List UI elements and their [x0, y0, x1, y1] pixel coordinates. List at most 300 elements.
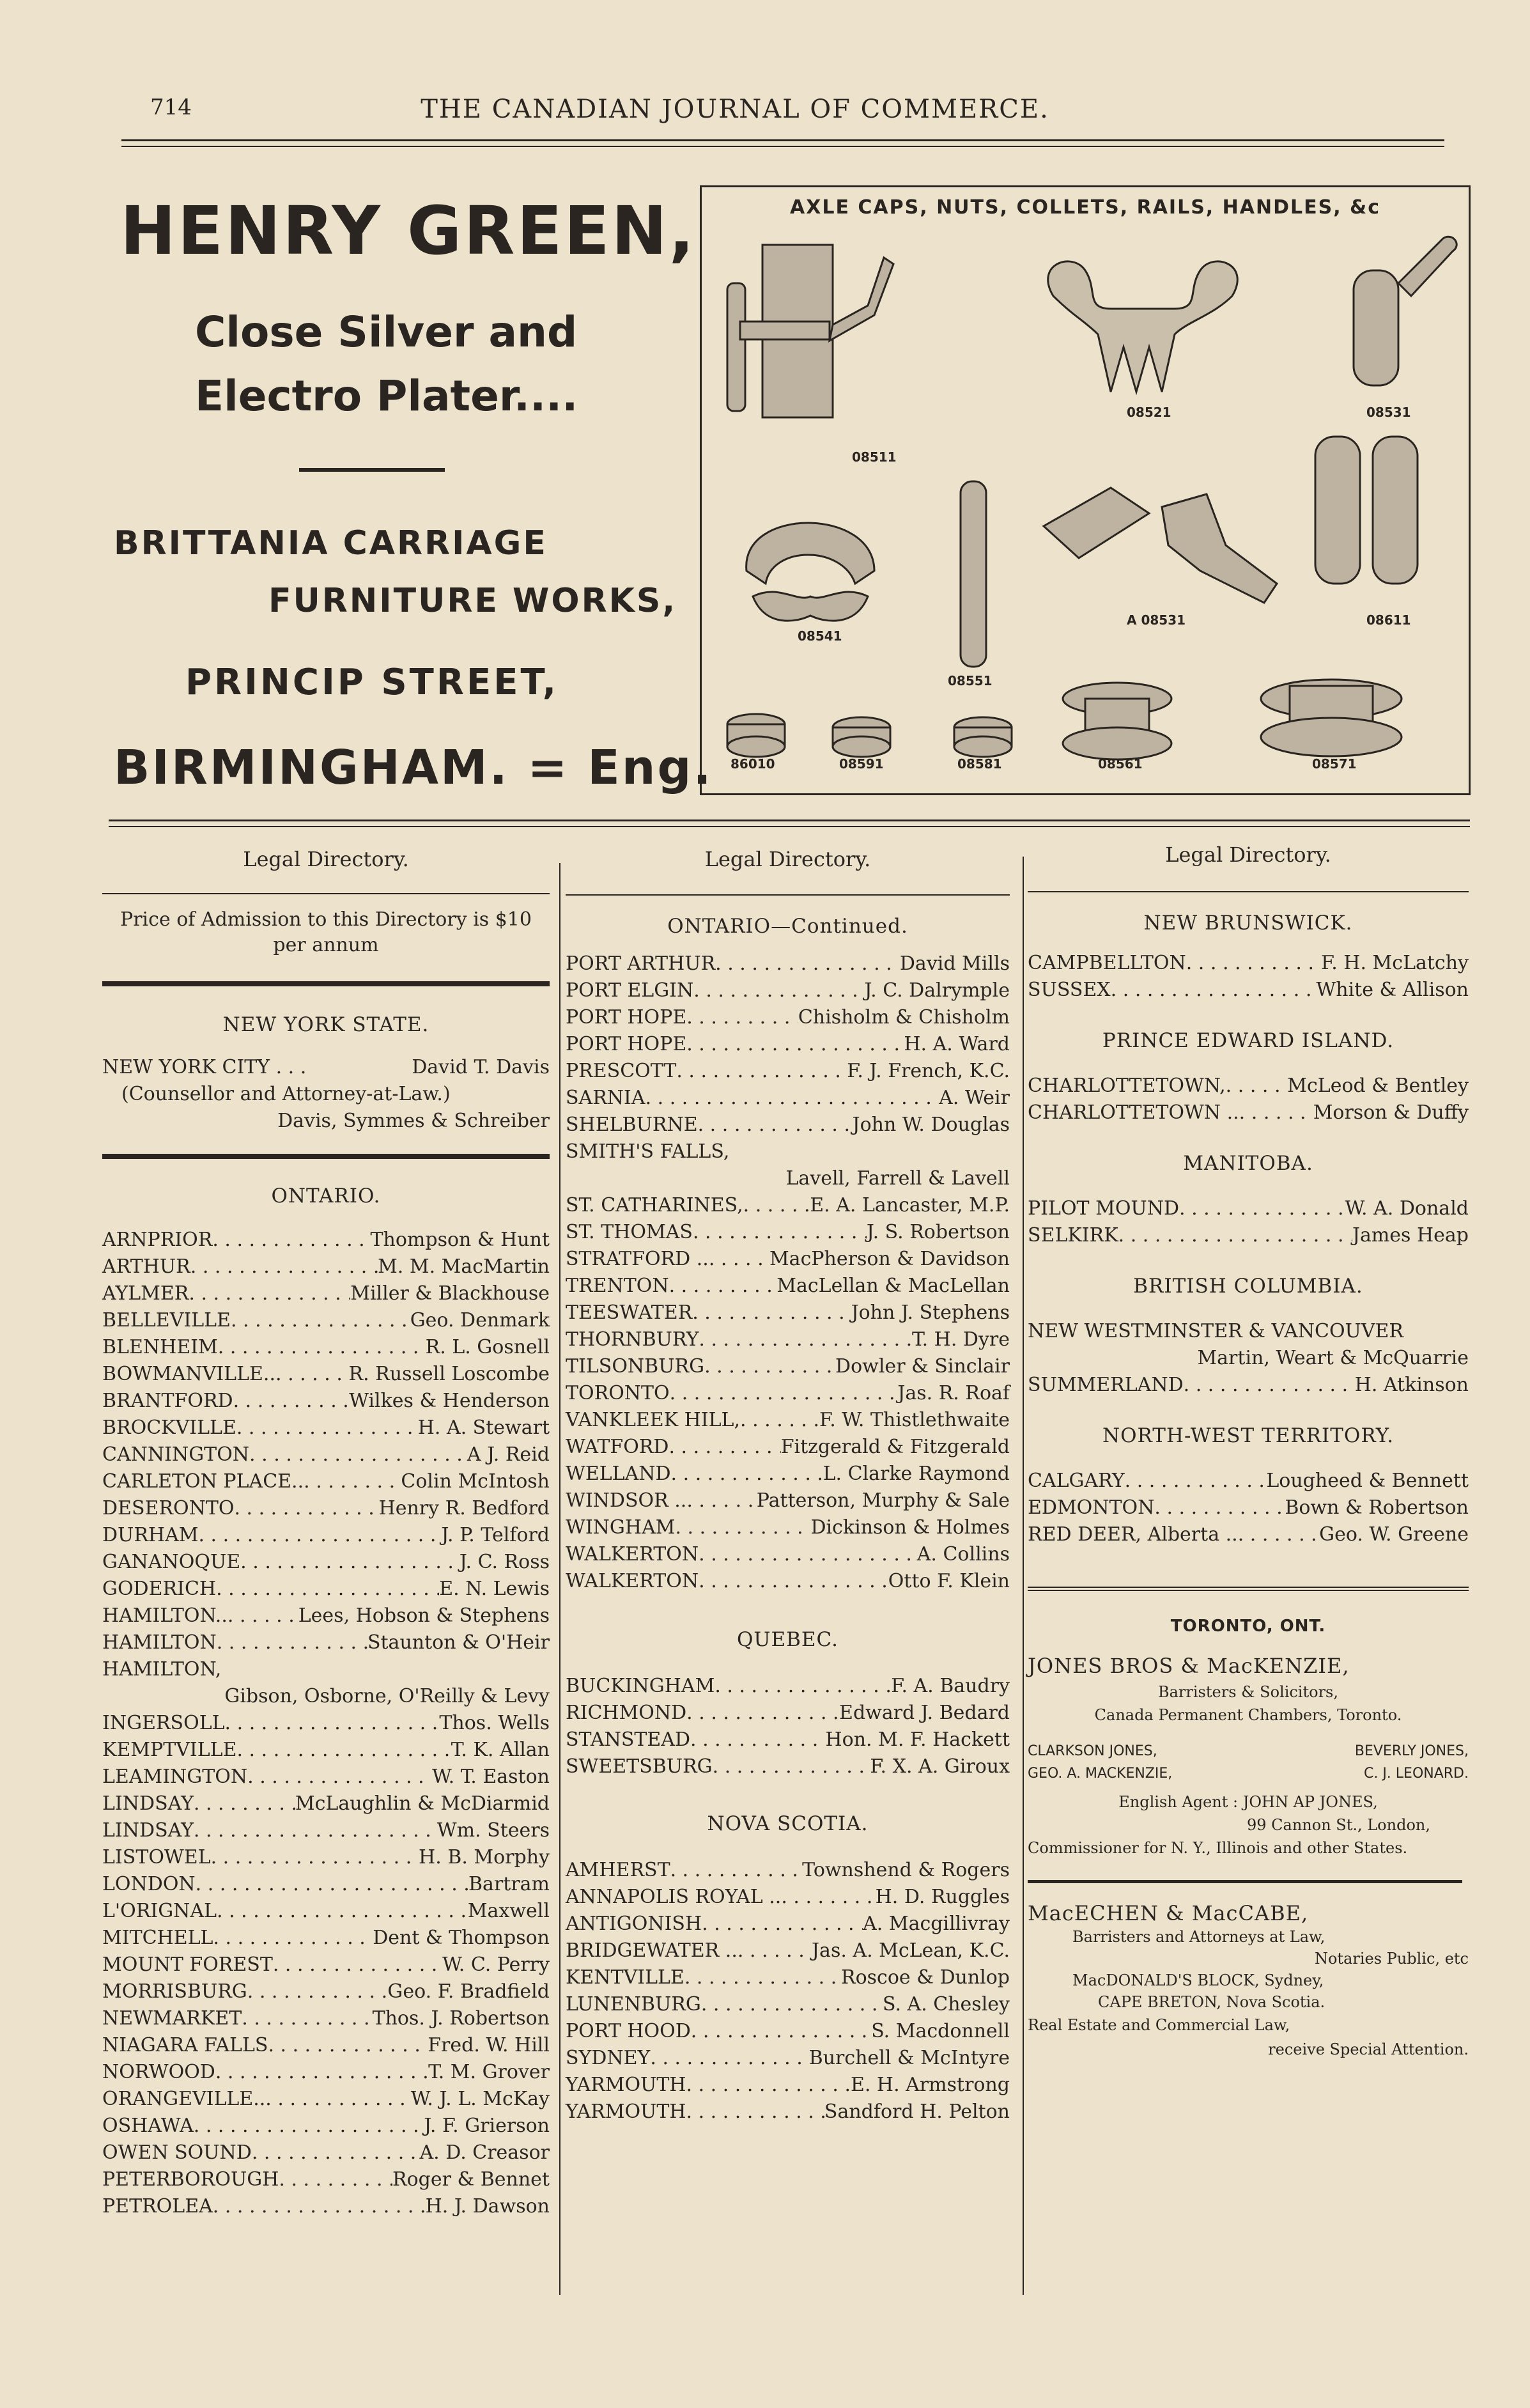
- partner-name: CLARKSON JONES,: [1028, 1743, 1157, 1759]
- entry-lawyer: H. Atkinson: [1354, 1374, 1469, 1396]
- leader-dots: [265, 2086, 411, 2113]
- advert-name: HENRY GREEN,: [120, 192, 697, 270]
- leader-dots: [692, 1300, 851, 1326]
- directory-entry: [566, 1407, 1010, 1434]
- macechen-attention: receive Special Attention.: [1268, 2040, 1469, 2058]
- part-code: 08541: [798, 628, 842, 644]
- entry-lawyer: F. A. Baudry: [891, 1675, 1010, 1697]
- directory-entry: [566, 1300, 1010, 1326]
- entry-lawyer: Geo. F. Bradfield: [387, 1980, 550, 2003]
- entry-lawyer: A J. Reid: [467, 1443, 550, 1466]
- directory-entry: [102, 1054, 550, 1081]
- leader-dots: [699, 1326, 912, 1353]
- column-separator: [1023, 857, 1024, 2295]
- entry-city: CALGARY: [1028, 1470, 1125, 1492]
- entry-lawyer: Sandford H. Pelton: [824, 2101, 1010, 2123]
- entry-city: CHARLOTTETOWN ..: [1028, 1101, 1239, 1124]
- entry-lawyer: Lavell, Farrell & Lavell: [785, 1167, 1010, 1190]
- leader-dots: [1179, 1195, 1345, 1222]
- entry-lawyer: M. M. MacMartin: [378, 1255, 550, 1278]
- leader-dots: [279, 2166, 392, 2193]
- entry-lawyer: Hon. M. F. Hackett: [825, 1728, 1010, 1751]
- leader-dots: [233, 1388, 349, 1415]
- entry-city: CANNINGTON: [102, 1443, 250, 1466]
- entry-city: INGERSOLL: [102, 1712, 225, 1734]
- directory-entry: [566, 951, 1010, 977]
- entry-lawyer: W. C. Perry: [442, 1954, 550, 1976]
- column-1: [102, 847, 550, 2220]
- entry-city: KEMPTVILLE: [102, 1739, 237, 1761]
- directory-entry: [102, 1871, 550, 1898]
- leader-dots: [236, 1415, 418, 1441]
- bc-entries: [1028, 1372, 1469, 1399]
- leader-dots: [247, 1764, 432, 1790]
- entry-city: SUMMERLAND: [1028, 1374, 1184, 1396]
- entry-note: (Counsellor and Attorney-at-Law.): [121, 1083, 451, 1105]
- entry-lawyer: A. Weir: [939, 1087, 1010, 1109]
- entry-city: L'ORIGNAL: [102, 1900, 217, 1922]
- entry-lawyer: J. S. Robertson: [866, 1221, 1010, 1243]
- leader-dots: [242, 2005, 372, 2032]
- advert-rule-bottom: [109, 826, 1470, 827]
- entry-city: NIAGARA FALLS: [102, 2034, 268, 2056]
- entry-lawyer: W. T. Easton: [432, 1766, 550, 1788]
- entry-lawyer: Staunton & O'Heir: [367, 1631, 550, 1654]
- leader-dots: [212, 1227, 370, 1254]
- section-heading-nova-scotia: NOVA SCOTIA.: [707, 1812, 869, 1835]
- leader-dots: [228, 1603, 298, 1629]
- entry-lawyer: Otto F. Klein: [888, 1570, 1010, 1592]
- divider-thick: [1028, 1880, 1462, 1883]
- directory-entry: [1028, 950, 1469, 977]
- header-rule-bottom: [121, 146, 1444, 147]
- macechen-firm-name: MacECHEN & MacCABE,: [1028, 1901, 1309, 1925]
- advert-divider: [299, 468, 445, 472]
- directory-entry: [102, 1280, 550, 1307]
- entry-city: ARNPRIOR: [102, 1229, 213, 1251]
- entry-city: MITCHELL: [102, 1927, 213, 1949]
- entry-city: MOUNT FOREST: [102, 1954, 273, 1976]
- leader-dots: [715, 951, 900, 977]
- directory-entry: [102, 1764, 550, 1790]
- leader-dots: [1186, 950, 1321, 977]
- advert-street: PRINCIP STREET,: [185, 662, 559, 703]
- leader-dots: [240, 1549, 460, 1576]
- entry-city: RED DEER, Alberta ..: [1028, 1523, 1238, 1546]
- part-code: 86010: [730, 756, 775, 772]
- section-heading-manitoba: MANITOBA.: [1183, 1152, 1313, 1175]
- directory-entry: [566, 1461, 1010, 1488]
- entry-lawyer: T. K. Allan: [451, 1739, 550, 1761]
- leader-dots: [217, 1898, 468, 1925]
- leader-dots: [701, 1991, 883, 2018]
- leader-dots: [236, 1737, 451, 1764]
- directory-entry: [102, 2059, 550, 2086]
- entry-city: CHARLOTTETOWN,: [1028, 1075, 1226, 1097]
- directory-entry: [566, 1138, 1010, 1165]
- entry-lawyer: John W. Douglas: [852, 1114, 1010, 1136]
- directory-entry: [102, 1710, 550, 1737]
- directory-entry: [566, 1700, 1010, 1727]
- entry-city: TILSONBURG: [566, 1355, 705, 1378]
- directory-entry: [566, 1380, 1010, 1407]
- column-3: [1028, 843, 1469, 2058]
- entry-lawyer: J. F. Grierson: [424, 2115, 550, 2137]
- macechen-role: Barristers and Attorneys at Law,: [1072, 1928, 1325, 1946]
- entry-city: SYDNEY: [566, 2047, 651, 2069]
- directory-entry: [566, 1488, 1010, 1514]
- directory-entry: [566, 1991, 1010, 2018]
- directory-entry: [566, 1568, 1010, 1595]
- divider: [1028, 1587, 1469, 1588]
- leader-dots: [686, 1488, 756, 1514]
- entry-city: NEW YORK CITY . . .: [102, 1056, 307, 1078]
- leader-dots: [690, 1727, 825, 1753]
- leader-dots: [247, 1978, 388, 2005]
- leader-dots: [273, 1952, 442, 1978]
- entry-city: KENTVILLE: [566, 1966, 684, 1989]
- leader-dots: [743, 1192, 810, 1219]
- directory-entry: [102, 1415, 550, 1441]
- leader-dots: [304, 1468, 401, 1495]
- entry-lawyer: Dowler & Sinclair: [835, 1355, 1010, 1378]
- directory-entry: [102, 1925, 550, 1952]
- pei-entries: [1028, 1073, 1469, 1126]
- entry-city: PETERBOROUGH: [102, 2168, 279, 2191]
- entry-lawyer: E. H. Armstrong: [850, 2074, 1010, 2096]
- directory-entry: [102, 1603, 550, 1629]
- directory-entry: [102, 1495, 550, 1522]
- leader-dots: [684, 1964, 841, 1991]
- entry-lawyer: R. L. Gosnell: [425, 1336, 550, 1358]
- entry-lawyer: Chisholm & Chisholm: [798, 1006, 1010, 1029]
- directory-entry: [102, 2005, 550, 2032]
- leader-dots: [740, 1407, 819, 1434]
- part-code: 08611: [1366, 612, 1411, 628]
- directory-entry: [102, 1549, 550, 1576]
- directory-entry: [102, 2086, 550, 2113]
- entry-city: AYLMER: [102, 1282, 189, 1305]
- jones-partners-row-2: [1028, 1766, 1469, 1782]
- entry-lawyer: A. Macgillivray: [863, 1913, 1010, 1935]
- entry-lawyer: James Heap: [1352, 1224, 1469, 1247]
- directory-entry: [566, 2018, 1010, 2045]
- entry-lawyer: McLeod & Bentley: [1287, 1075, 1469, 1097]
- directory-entry: [566, 1964, 1010, 1991]
- directory-entry: [566, 1911, 1010, 1938]
- leader-dots: [231, 1307, 410, 1334]
- entry-lawyer: A. D. Creasor: [419, 2141, 550, 2164]
- entry-lawyer: White & Allison: [1316, 979, 1469, 1001]
- advert-trade-line-1: Close Silver and: [195, 307, 578, 357]
- ontario-continued-entries: [566, 951, 1010, 1595]
- directory-entry: [566, 1753, 1010, 1780]
- partner-name: C. J. LEONARD.: [1363, 1766, 1469, 1782]
- entry-lawyer: Edward J. Bedard: [839, 1702, 1010, 1724]
- divider: [1028, 891, 1469, 892]
- entry-lawyer: Colin McIntosh: [401, 1470, 550, 1493]
- directory-entry: [566, 1273, 1010, 1300]
- directory-entry: [566, 1192, 1010, 1219]
- directory-entry: [102, 1227, 550, 1254]
- entry-lawyer: F. H. McLatchy: [1321, 952, 1469, 974]
- jones-agent-address: 99 Cannon St., London,: [1246, 1816, 1430, 1834]
- entry-lawyer: H. A. Ward: [904, 1033, 1010, 1055]
- directory-entry: [102, 1522, 550, 1549]
- legal-directory-heading: Legal Directory.: [1165, 843, 1331, 867]
- entry-lawyer: E. A. Lancaster, M.P.: [810, 1194, 1010, 1216]
- entry-city: PORT HOPE: [566, 1006, 687, 1029]
- directory-entry: [566, 1938, 1010, 1964]
- legal-directory-heading: Legal Directory.: [704, 847, 871, 871]
- divider: [566, 894, 1010, 896]
- leader-dots: [225, 1710, 440, 1737]
- leader-dots: [668, 1434, 780, 1461]
- jones-partners-row-1: [1028, 1743, 1469, 1759]
- entry-city: DURHAM: [102, 1524, 199, 1546]
- directory-entry: [102, 2140, 550, 2166]
- north-west-entries: [1028, 1468, 1469, 1548]
- nova-scotia-entries: [566, 1857, 1010, 2125]
- entry-lawyer: J. P. Telford: [441, 1524, 550, 1546]
- leader-dots: [693, 1219, 867, 1246]
- macechen-place: CAPE BRETON, Nova Scotia.: [1098, 1993, 1325, 2011]
- leader-dots: [215, 2059, 428, 2086]
- entry-lawyer: H. A. Stewart: [417, 1417, 550, 1439]
- leader-dots: [194, 2113, 424, 2140]
- toronto-heading: TORONTO, ONT.: [1170, 1617, 1326, 1636]
- leader-dots: [1154, 1495, 1285, 1521]
- catalog-illustration: [700, 185, 1471, 795]
- entry-lawyer: H. J. Dawson: [425, 2195, 550, 2218]
- leader-dots: [189, 1280, 350, 1307]
- advert-trade: [195, 300, 642, 428]
- entry-city: TEESWATER: [566, 1301, 693, 1324]
- directory-entry: [102, 1629, 550, 1656]
- bc-new-westminster-firm: Martin, Weart & McQuarrie: [1197, 1347, 1469, 1369]
- directory-entry: [102, 1254, 550, 1280]
- entry-city: OWEN SOUND: [102, 2141, 252, 2164]
- entry-lawyer: L. Clarke Raymond: [823, 1463, 1010, 1485]
- leader-dots: [686, 2099, 824, 2125]
- part-code: 08531: [1366, 405, 1411, 420]
- directory-entry: [566, 2045, 1010, 2072]
- entry-city: HAMILTON: [102, 1631, 217, 1654]
- entry-lawyer: Roger & Bennet: [392, 2168, 550, 2191]
- entry-lawyer: MacPherson & Davidson: [769, 1248, 1010, 1270]
- entry-city: PETROLEA: [102, 2195, 213, 2218]
- directory-entry: [566, 1541, 1010, 1568]
- entry-city: LISTOWEL: [102, 1846, 211, 1868]
- entry-lawyer: Thos. J. Robertson: [372, 2007, 550, 2030]
- directory-entry: [102, 2032, 550, 2059]
- entry-lawyer: J. C. Dalrymple: [864, 979, 1010, 1002]
- divider: [102, 893, 550, 894]
- ontario-entries: [102, 1227, 550, 2220]
- entry-city: ORANGEVILLE..: [102, 2088, 266, 2110]
- entry-lawyer: Thos. Wells: [439, 1712, 550, 1734]
- leader-dots: [1238, 1521, 1319, 1548]
- entry-city: WINGHAM: [566, 1516, 676, 1539]
- directory-entry: [102, 2166, 550, 2193]
- directory-entry: [102, 1844, 550, 1871]
- leader-dots: [691, 2018, 871, 2045]
- directory-entry: [566, 2099, 1010, 2125]
- advert-rule-top: [109, 819, 1470, 821]
- entry-lawyer: T. M. Grover: [428, 2061, 550, 2083]
- directory-entry: [566, 2072, 1010, 2099]
- part-code: A 08531: [1127, 612, 1186, 628]
- entry-city: SELKIRK: [1028, 1224, 1118, 1247]
- directory-entry: [1028, 1468, 1469, 1495]
- leader-dots: [676, 1058, 847, 1085]
- entry-firm: Davis, Symmes & Schreiber: [277, 1110, 550, 1132]
- entry-city: BUCKINGHAM: [566, 1675, 715, 1697]
- entry-lawyer: Wm. Steers: [437, 1819, 550, 1842]
- entry-city: MORRISBURG: [102, 1980, 247, 2003]
- entry-lawyer: E. N. Lewis: [439, 1578, 550, 1600]
- directory-entry: [566, 1857, 1010, 1884]
- directory-entry: [1028, 977, 1469, 1004]
- entry-lawyer: Lougheed & Bennett: [1266, 1470, 1469, 1492]
- entry-lawyer: McLaughlin & McDiarmid: [295, 1792, 550, 1815]
- legal-directory-heading: Legal Directory.: [243, 847, 409, 871]
- entry-city: WALKERTON: [566, 1543, 699, 1565]
- leader-dots: [190, 1254, 378, 1280]
- leader-dots: [218, 1334, 426, 1361]
- directory-entry: [102, 1388, 550, 1415]
- entry-city: LUNENBURG: [566, 1993, 701, 2016]
- directory-entry: [566, 1514, 1010, 1541]
- section-heading-north-west: NORTH-WEST TERRITORY.: [1102, 1424, 1395, 1447]
- entry-city: BRANTFORD: [102, 1390, 233, 1412]
- leader-dots: [713, 1753, 870, 1780]
- entry-lawyer: Jas. A. McLean, K.C.: [812, 1939, 1010, 1962]
- leader-dots: [669, 1273, 777, 1300]
- entry-city: PORT ARTHUR: [566, 952, 716, 975]
- directory-entry: [566, 1353, 1010, 1380]
- entry-city: AMHERST: [566, 1859, 670, 1881]
- leader-dots: [249, 1441, 467, 1468]
- entry-city: BELLEVILLE: [102, 1309, 231, 1332]
- directory-entry: [102, 1978, 550, 2005]
- entry-city: LONDON: [102, 1873, 196, 1895]
- leader-dots: [1226, 1073, 1288, 1099]
- entry-lawyer: J. C. Ross: [459, 1551, 550, 1573]
- directory-entry: [102, 1817, 550, 1844]
- directory-entry: [102, 1737, 550, 1764]
- directory-entry: [102, 1576, 550, 1603]
- entry-city: BOWMANVILLE..: [102, 1363, 275, 1385]
- leader-dots: [686, 1031, 904, 1058]
- entry-city: ANTIGONISH: [566, 1913, 702, 1935]
- leader-dots: [1125, 1468, 1267, 1495]
- leader-dots: [216, 1576, 439, 1603]
- entry-city: LEAMINGTON: [102, 1766, 248, 1788]
- entry-city: YARMOUTH: [566, 2074, 686, 2096]
- directory-entry: [1028, 1521, 1469, 1548]
- advert-trade-line-2: Electro Plater....: [195, 371, 578, 421]
- entry-city: NORWOOD: [102, 2061, 215, 2083]
- entry-lawyer: S. A. Chesley: [882, 1993, 1010, 2016]
- entry-lawyer: F. J. French, K.C.: [847, 1060, 1010, 1082]
- entry-city: SHELBURNE: [566, 1114, 698, 1136]
- directory-entry: [1028, 1073, 1469, 1099]
- entry-lawyer: Miller & Blackhouse: [350, 1282, 550, 1305]
- entry-city: PORT ELGIN: [566, 979, 694, 1002]
- entry-lawyer: Jas. R. Roaf: [897, 1382, 1010, 1404]
- entry-lawyer: Gibson, Osborne, O'Reilly & Levy: [224, 1685, 550, 1707]
- entry-lawyer: A. Collins: [916, 1543, 1010, 1565]
- entry-city: PORT HOOD: [566, 2020, 691, 2042]
- part-code: 08591: [839, 756, 884, 772]
- column-separator: [559, 863, 560, 2295]
- entry-city: BROCKVILLE: [102, 1417, 236, 1439]
- macechen-law: Real Estate and Commercial Law,: [1028, 2016, 1290, 2034]
- entry-city: PORT HOPE: [566, 1033, 687, 1055]
- entry-lawyer: F. W. Thistlethwaite: [819, 1409, 1010, 1431]
- directory-entry: [566, 1727, 1010, 1753]
- entry-city: LINDSAY: [102, 1819, 194, 1842]
- leader-dots: [645, 1085, 939, 1112]
- leader-dots: [1118, 1222, 1352, 1249]
- entry-city: CARLETON PLACE..: [102, 1470, 304, 1493]
- entry-lawyer: Geo. Denmark: [410, 1309, 550, 1332]
- leader-dots: [699, 1541, 917, 1568]
- entry-city: HAMILTON..: [102, 1604, 228, 1627]
- entry-city: ST. THOMAS: [566, 1221, 693, 1243]
- directory-entry: [1028, 1222, 1469, 1249]
- entry-city: RICHMOND: [566, 1702, 687, 1724]
- entry-city: GANANOQUE: [102, 1551, 241, 1573]
- entry-city: OSHAWA: [102, 2115, 194, 2137]
- leader-dots: [213, 2193, 426, 2220]
- entry-city: VANKLEEK HILL,: [566, 1409, 741, 1431]
- entry-city: NEWMARKET: [102, 2007, 242, 2030]
- directory-entry: [102, 1468, 550, 1495]
- leader-dots: [675, 1514, 810, 1541]
- jones-address: Canada Permanent Chambers, Toronto.: [1094, 1706, 1402, 1724]
- directory-entry: [566, 1112, 1010, 1138]
- entry-city: SWEETSBURG: [566, 1755, 713, 1778]
- leader-dots: [670, 1380, 898, 1407]
- leader-dots: [198, 1522, 441, 1549]
- directory-entry: [566, 1434, 1010, 1461]
- leader-dots: [671, 1461, 823, 1488]
- price-note: Price of Admission to this Directory is $10 per annum: [120, 908, 532, 956]
- entry-city: YARMOUTH: [566, 2101, 686, 2123]
- directory-entry: [566, 1058, 1010, 1085]
- entry-lawyer: Maxwell: [467, 1900, 550, 1922]
- leader-dots: [1184, 1372, 1355, 1399]
- leader-dots: [715, 1673, 891, 1700]
- entry-lawyer: John J. Stephens: [851, 1301, 1010, 1324]
- leader-dots: [709, 1246, 769, 1273]
- entry-lawyer: S. Macdonnell: [871, 2020, 1010, 2042]
- leader-dots: [268, 2032, 428, 2059]
- entry-city: THORNBURY: [566, 1328, 699, 1351]
- leader-dots: [213, 1925, 373, 1952]
- entry-city: DESERONTO: [102, 1497, 235, 1519]
- leader-dots: [1111, 977, 1317, 1004]
- macechen-notary: Notaries Public, etc: [1314, 1950, 1469, 1968]
- leader-dots: [781, 1884, 875, 1911]
- entry-lawyer: Morson & Duffy: [1313, 1101, 1469, 1124]
- entry-city: TORONTO: [566, 1382, 670, 1404]
- directory-entry: [1028, 1495, 1469, 1521]
- entry-city: ST. CATHARINES,: [566, 1194, 743, 1216]
- leader-dots: [217, 1629, 367, 1656]
